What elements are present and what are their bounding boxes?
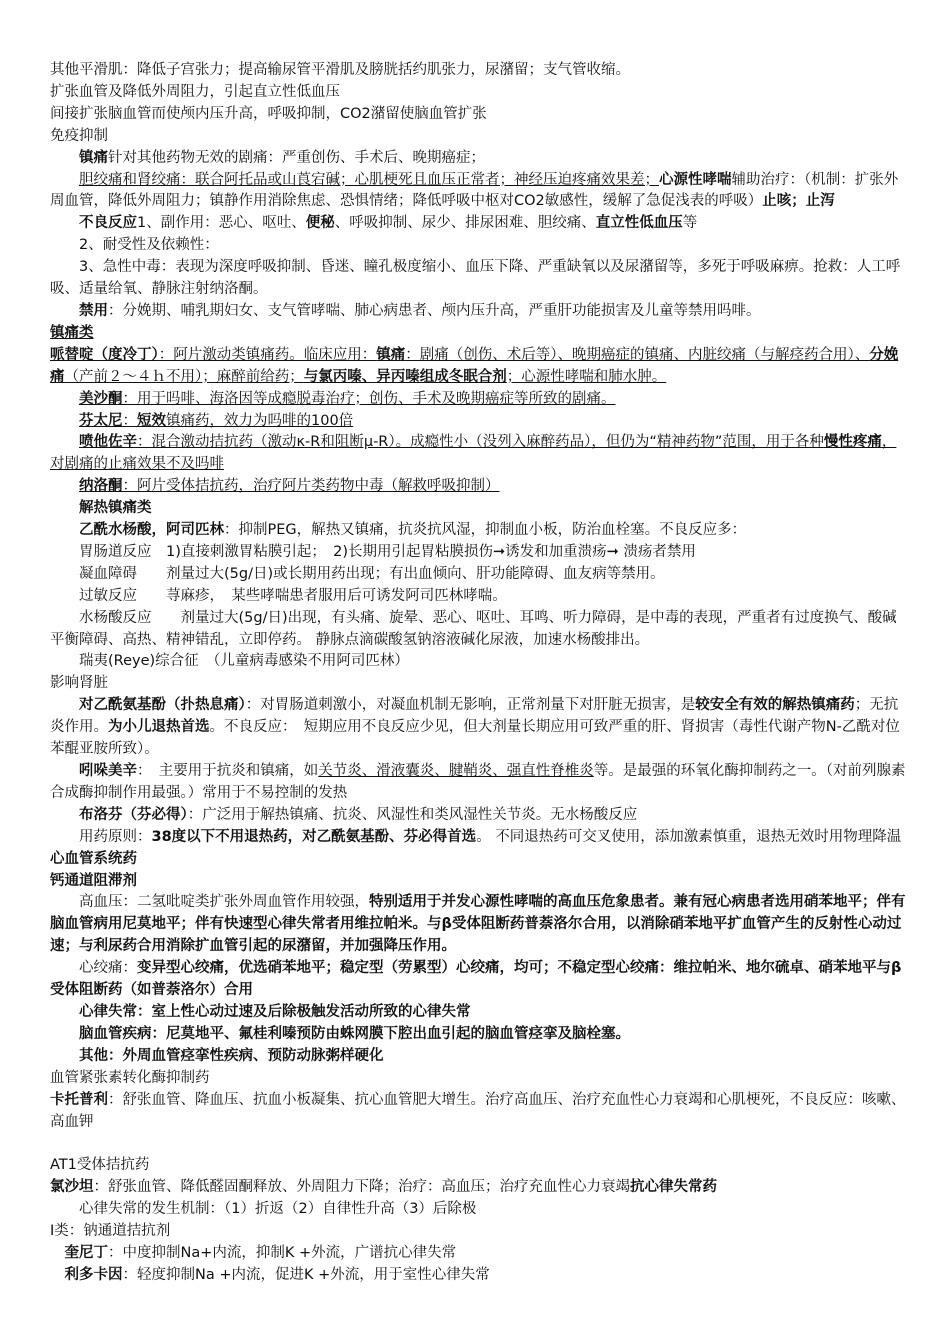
document-page: [50, 60, 908, 1287]
text: ：对胃肠道刺激小，对凝血机制无影响，正常剂量下对肝脏无损害，是: [245, 697, 696, 714]
text-line: 心律失常的发生机制：（1）折返（2）自律性升高（3）后除极: [79, 1201, 477, 1218]
text: ：抑制PEG，解热又镇痛，抗炎抗风湿，抑制血小板，防治血栓塞。不良反应多：: [224, 522, 747, 539]
term: 利多卡因: [64, 1266, 123, 1283]
paragraph-indomethacin: [50, 761, 908, 805]
term: 纳洛酮: [79, 478, 123, 495]
term: 变异型心绞痛，优选硝苯地平；稳定型（劳累型）心绞痛，均可；不稳定型心绞痛：维拉帕米、地尔硫卓、硝苯地平与β受体阻断药（如普萘洛尔）合用: [50, 960, 902, 999]
paragraph-principle: [50, 827, 908, 849]
text-line: 凝血障碍 剂量过大(5g/日)或长期用药出现；有出血倾向、肝功能障碍、血友病等禁用。: [79, 565, 665, 582]
text: 。 不同退热药可交叉使用，添加激素慎重，退热无效时用物理降温: [476, 828, 902, 845]
paragraph-pentazocine: [50, 432, 908, 476]
text-line: [50, 1002, 908, 1024]
term: 卡托普利: [50, 1091, 108, 1108]
term: 特别适用于并发心源性哮喘的高血压危象患者。兼有冠心病患者选用硝苯地平；伴有脑血管病用尼莫地平；伴有快速型心律失常者用维拉帕米。与β受体阻断药普萘洛尔合用，以消除硝苯地平扩血管产生的反射性心动过速；与利尿药合用消除扩血管引起的尿潴留，并加强降压作用。: [50, 894, 906, 955]
term: 直立性低血压: [595, 215, 683, 232]
term: 美沙酮: [79, 390, 123, 407]
text: ：用于吗啡、海洛因等成瘾脱毒治疗；创伤、手术及晚期癌症等所致的剧痛。: [122, 390, 616, 407]
paragraph-adverse: [50, 213, 908, 235]
term: 其他：外周血管痉挛性疾病、预防动脉粥样硬化: [79, 1047, 384, 1064]
paragraph-colic: [50, 170, 908, 214]
term: 38度以下不用退热药，对乙酰氨基酚、芬必得首选: [151, 828, 477, 845]
text-line: 3、急性中毒：表现为深度呼吸抑制、昏迷、瞳孔极度缩小、血压下降、严重缺氧以及尿潴留等，多死于呼吸麻痹。抢救：人工呼吸、适量给氧、静脉注射纳洛酮。: [50, 259, 901, 298]
term: 镇痛: [376, 346, 406, 363]
text-line: 水杨酸反应 剂量过大(5g/日)出现，有头痛、旋晕、恶心、呕吐、耳鸣、听力障碍，是中毒的表现，严重者有过度换气、酸碱平衡障碍、高热、精神错乱，立即停药。 静脉点滴碳酸氢钠溶液碱化尿液，加速水杨酸排出。: [50, 609, 897, 648]
term: 对乙酰氨基酚（扑热息痛）: [79, 697, 246, 714]
section-heading: I类：钠通道拮抗剂: [50, 1223, 171, 1240]
text-line: 影响肾脏: [50, 675, 108, 692]
section-heading: AT1受体拮抗药: [50, 1157, 150, 1174]
text: ：广泛用于解热镇痛、抗炎、风湿性和类风湿性关节炎。无水杨酸反应: [187, 806, 638, 823]
text: ：阿片激动类镇痛药。临床应用：: [158, 346, 377, 363]
term: 分娩痛: [50, 346, 899, 385]
text: 针对其他药物无效的剧痛：严重创伤、手术后、晚期癌症；: [108, 149, 485, 166]
term: 便秘: [305, 215, 335, 232]
section-heading: [50, 498, 908, 520]
text: 等: [682, 215, 698, 232]
text: ：: [122, 412, 137, 429]
text: 胆绞痛和肾绞痛：联合阿托品或山莨宕碱；心肌梗死且血压正常者；神经压迫疼痛效果差；: [79, 171, 659, 188]
blank-line: [50, 1133, 908, 1155]
paragraph-hypertension: [50, 892, 908, 958]
paragraph-paracetamol: [50, 695, 908, 761]
text: 关节炎、滑液囊炎、腱鞘炎、强直性脊椎炎: [318, 763, 594, 779]
term: 与氯丙嗪、异丙嗪组成冬眠合剂: [303, 368, 507, 385]
term: 哌替啶（度冷丁）: [50, 346, 159, 363]
term: 禁用: [79, 302, 108, 319]
text: ：中度抑制Na+内流，抑制K +外流，广谱抗心律失常: [108, 1245, 457, 1262]
text-line: 扩张血管及降低外周阻力，引起直立性低血压: [50, 83, 340, 100]
term: 氯沙坦: [50, 1179, 94, 1196]
text: ：舒张血管、降低醛固酮释放、外周阻力下降；治疗：高血压；治疗充血性心力衰竭: [93, 1179, 630, 1196]
term: 镇痛: [79, 149, 108, 166]
text: ；无抗炎作用。: [50, 697, 899, 736]
term: 布洛芬（芬必得）: [79, 806, 188, 823]
term: 慢性疼痛: [823, 434, 882, 451]
text: 高血压：二氢吡啶类扩张外周血管作用较强，: [79, 894, 369, 911]
text: ，对剧痛的止痛效果不及吗啡: [50, 434, 897, 473]
term: 抗心律失常药: [630, 1179, 717, 1196]
text: 。不良反应： 短期应用不良反应少见，但大剂量长期应用可致严重的肝、肾损害（毒性代谢产物N-乙酰对位苯醌亚胺所致）。: [50, 719, 900, 758]
text-line: [50, 1024, 908, 1046]
paragraph-fentanyl: [50, 411, 908, 433]
text: 、呼吸抑制、尿少、排尿困难、胆绞痛、: [334, 215, 596, 232]
paragraph-contraindication: [50, 301, 908, 323]
text-line: 瑞夷(Reye)综合征 （儿童病毒感染不用阿司匹林）: [79, 653, 409, 670]
section-heading: 镇痛类: [50, 324, 94, 341]
text: ：舒张血管、降血压、抗血小板凝集、抗心血管肥大增生。治疗高血压、治疗充血性心力衰竭和心肌梗死，不良反应：咳嗽、高血钾: [50, 1091, 906, 1130]
text: ：剧痛（创伤、术后等）、晚期癌症的镇痛、内脏绞痛（与解痉药合用）、: [405, 346, 870, 363]
section-heading: [50, 849, 908, 871]
term: 心源性哮喘: [659, 171, 732, 188]
term: 乙酰水杨酸，阿司匹林: [79, 522, 224, 539]
term: 脑血管疾病：尼莫地平、氟桂利嗪预防由蛛网膜下腔出血引起的脑血管痉挛及脑栓塞。: [79, 1025, 630, 1042]
paragraph-lidocaine: [50, 1265, 908, 1287]
term: 短效: [137, 412, 166, 429]
term: 喷他佐辛: [79, 434, 137, 451]
text: 1、副作用：恶心、呕吐、: [137, 215, 306, 232]
term: 心律失常：室上性心动过速及后除极触发活动所致的心律失常: [79, 1003, 471, 1020]
text: ：混合激动拮抗药（激动κ-R和阻断μ-R）。成瘾性小（没列入麻醉药品），但仍为“精神药物”范围，用于各种: [137, 434, 824, 451]
section-heading: [50, 871, 908, 893]
text: ：分娩期、哺乳期妇女、支气管哮喘、肺心病患者、颅内压升高，严重肝功能损害及儿童等禁用吗啡。: [108, 302, 761, 319]
text: 等。是最强的环氧化酶抑制药之一。（对前列腺素合成酶抑制作用最强。）常用于不易控制的发热: [50, 763, 906, 801]
paragraph-losartan: [50, 1177, 908, 1199]
paragraph-naloxone: [50, 476, 908, 498]
term: 奎尼丁: [64, 1245, 108, 1262]
text: ： 主要用于抗炎和镇痛，如: [137, 763, 319, 779]
text: 用药原则：: [79, 828, 152, 845]
text: ；心源性哮喘和肺水肿。: [506, 368, 667, 385]
text-line: 2、耐受性及依赖性：: [79, 237, 219, 254]
paragraph-captopril: [50, 1090, 908, 1134]
paragraph-pethidine: [50, 345, 908, 389]
text: 镇痛药，效力为吗啡的100倍: [166, 412, 354, 429]
heading-text: 钙通道阻滞剂: [50, 872, 137, 889]
text: ：阿片受体拮抗药，治疗阿片类药物中毒（解救呼吸抑制）: [122, 478, 500, 495]
term: 为小儿退热首选: [108, 719, 210, 736]
term: 较安全有效的解热镇痛药: [695, 697, 855, 714]
text: 心绞痛：: [79, 960, 137, 977]
text-line: 胃肠道反应 1)直接刺激胃粘膜引起； 2)长期用引起胃粘膜损伤➞诱发和加重溃疡➞ 溃疡者禁用: [79, 543, 696, 560]
text-line: 免疫抑制: [50, 127, 108, 144]
term: 芬太尼: [79, 412, 123, 429]
term: 不良反应: [79, 215, 137, 232]
text: 辅助治疗：（机制：扩张外周血管，降低外周阻力；镇静作用消除焦虑、恐惧情绪；降低呼吸中枢对CO2敏感性，缓解了急促浅表的呼吸）: [50, 171, 899, 210]
heading-text: 心血管系统药: [50, 850, 137, 867]
term: 止咳；止泻: [762, 193, 835, 210]
paragraph-aspirin: [50, 520, 908, 542]
paragraph-ibuprofen: [50, 805, 908, 827]
term: 吲哚美辛: [79, 763, 137, 779]
paragraph-analgesia: [50, 148, 908, 170]
paragraph-methadone: [50, 389, 908, 411]
text-line: [50, 1046, 908, 1068]
heading-text: 解热镇痛类: [79, 500, 152, 517]
paragraph-quinidine: [50, 1243, 908, 1265]
text: （产前２～４ｈ不用）；麻醉前给药；: [64, 368, 304, 385]
text-line: 过敏反应 荨麻疹， 某些哮喘患者服用后可诱发阿司匹林哮喘。: [79, 587, 507, 604]
text: ：轻度抑制Na +内流，促进K +外流，用于室性心律失常: [122, 1266, 490, 1283]
text-line: 间接扩张脑血管而使颅内压升高，呼吸抑制，CO2潴留使脑血管扩张: [50, 105, 487, 122]
paragraph-angina: [50, 958, 908, 1002]
text-line: 其他平滑肌：降低子宫张力；提高输尿管平滑肌及膀胱括约肌张力，尿潴留；支气管收缩。: [50, 62, 630, 78]
section-heading: 血管紧张素转化酶抑制药: [50, 1069, 210, 1086]
